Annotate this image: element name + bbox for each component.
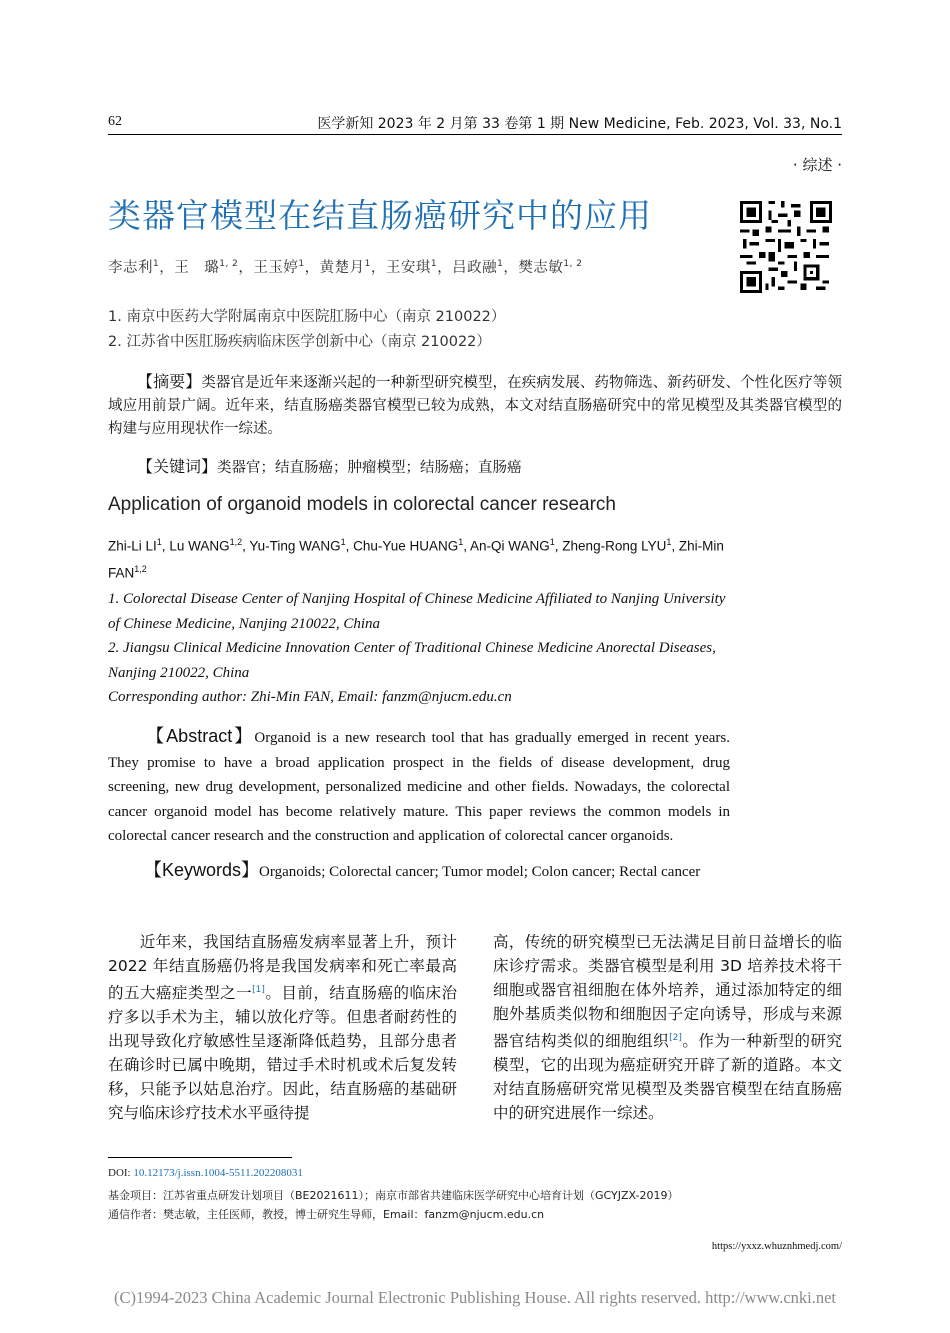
author-affiliation-marker: 1 bbox=[298, 259, 305, 270]
abstract-cn bbox=[108, 370, 842, 441]
citation-link[interactable]: [2] bbox=[669, 1033, 682, 1043]
author-affiliation-marker: 1 bbox=[458, 537, 464, 547]
section-tag: · 综述 · bbox=[792, 156, 842, 174]
journal-url[interactable]: https://yxxz.whuznhmedj.com/ bbox=[711, 1241, 842, 1252]
author-affiliation-marker: 1,2 bbox=[229, 537, 243, 547]
author-affiliation-marker: 1 bbox=[340, 537, 346, 547]
author-affiliation-marker: 1 bbox=[156, 537, 162, 547]
abstract-en-label: 【Abstract】 bbox=[144, 726, 255, 746]
affiliation-en-2: 2. Jiangsu Clinical Medicine Innovation Center of Traditional Chinese Medicine Anorectal Diseases, Nanjing 210022, China bbox=[108, 640, 716, 681]
abstract-en bbox=[108, 724, 730, 849]
author-affiliation-marker: 1, 2 bbox=[219, 259, 239, 270]
body-column-left bbox=[108, 930, 457, 1125]
doi-line bbox=[108, 1167, 303, 1179]
body-text: 高，传统的研究模型已无法满足目前日益增长的临床诊疗需求。类器官模型是利用 3D 培养技术将干细胞或器官祖细胞在体外培养，通过添加特定的细胞外基质类似物和细胞因子定向诱导，形成与来源器官结构类似的细胞组织 bbox=[493, 933, 842, 1051]
qr-code-icon bbox=[740, 201, 832, 293]
journal-header: 医学新知 2023 年 2 月第 33 卷第 1 期 New Medicine, Feb. 2023, Vol. 33, No.1 bbox=[317, 116, 842, 132]
doi-label: DOI: bbox=[108, 1167, 134, 1179]
article-title-cn: 类器官模型在结直肠癌研究中的应用 bbox=[108, 196, 652, 235]
keywords-en-label: 【Keywords】 bbox=[144, 860, 260, 880]
author-name-cn: 吕政融 bbox=[452, 260, 498, 276]
abstract-cn-label: 【摘要】 bbox=[137, 372, 202, 391]
header-rule bbox=[108, 134, 842, 135]
body-text: 近年来，我国结直肠癌发病率显著上升，预计 2022 年结直肠癌仍将是我国发病率和死亡率最高的五大癌症类型之一 bbox=[108, 933, 457, 1003]
author-affiliation-marker: 1 bbox=[430, 259, 438, 270]
author-affiliation-marker: 1 bbox=[497, 259, 504, 270]
doi-link[interactable]: 10.12173/j.issn.1004-5511.202208031 bbox=[133, 1167, 303, 1179]
body-text: 。作为一种新型的研究模型，它的出现为癌症研究开辟了新的道路。本文对结直肠癌研究常见模型及类器官模型在结直肠癌中的研究进展作一综述。 bbox=[493, 1032, 842, 1123]
author-affiliation-marker: 1 bbox=[666, 537, 672, 547]
author-name-en: Yu-Ting WANG bbox=[249, 538, 341, 554]
footnote-rule bbox=[108, 1157, 292, 1158]
author-name-cn: 李志利 bbox=[108, 260, 153, 276]
authors-cn: 李志利$^1$，王 璐$^{1, 2}$，王玉婷$^1$，黄楚月$^1$，王安琪$^1$，吕政融$^1$，樊志敏$^{1, 2}$ bbox=[108, 259, 583, 276]
correspondence-note: 通信作者：樊志敏，主任医师，教授，博士研究生导师，Email：fanzm@njucm.edu.cn bbox=[108, 1208, 545, 1221]
body-text: 。目前，结直肠癌的临床治疗多以手术为主，辅以放化疗等。但患者耐药性的出现导致化疗敏感性呈逐渐降低趋势，且部分患者在确诊时已属中晚期，错过手术时机或术后复发转移，只能予以姑息治疗。因此，结直肠癌的基础研究与临床诊疗技术水平亟待提 bbox=[108, 984, 457, 1123]
author-affiliation-marker: 1 bbox=[549, 537, 555, 547]
corresponding-author-en: Corresponding author: Zhi-Min FAN, Email: fanzm@njucm.edu.cn bbox=[108, 689, 512, 705]
author-affiliation-marker: 1, 2 bbox=[563, 259, 583, 270]
funding-note: 基金项目：江苏省重点研发计划项目（BE2021611）；南京市部省共建临床医学研究中心培育计划（GCYJZX-2019） bbox=[108, 1189, 679, 1202]
author-affiliation-marker: 1 bbox=[153, 259, 160, 270]
keywords-cn bbox=[108, 455, 842, 480]
author-name-en: Lu WANG bbox=[169, 538, 230, 554]
keywords-cn-text: 类器官；结直肠癌；肿瘤模型；结肠癌；直肠癌 bbox=[217, 460, 522, 476]
author-name-en: Zhi-Min FAN bbox=[108, 538, 724, 580]
abstract-cn-text: 类器官是近年来逐渐兴起的一种新型研究模型，在疾病发展、药物筛选、新药研发、个性化医疗等领域应用前景广阔。近年来，结直肠癌类器官模型已较为成熟，本文对结直肠癌研究中的常见模型及其类器官模型的构建与应用现状作一综述。 bbox=[108, 375, 842, 437]
author-name-en: Zhi-Li LI bbox=[108, 538, 157, 554]
author-affiliation-marker: 1,2 bbox=[134, 563, 147, 574]
abstract-en-text: Organoid is a new research tool that has gradually emerged in recent years. They promise to have a broad application prospect in the fields of disease development, drug screening, new drug development, personalized medicine and other fields. Nowadays, the colorectal cancer organoid model has become relatively mature. This paper reviews the common models in colorectal cancer research and the construction and application of colorectal cancer organoids. bbox=[108, 730, 730, 844]
author-name-cn: 王玉婷 bbox=[253, 260, 299, 276]
author-name-cn: 樊志敏 bbox=[518, 260, 564, 276]
affiliation-cn-1: 1. 南京中医药大学附属南京中医院肛肠中心（南京 210022） bbox=[108, 309, 506, 325]
author-name-en: Zheng-Rong LYU bbox=[562, 538, 667, 554]
author-name-en: An-Qi WANG bbox=[470, 538, 550, 554]
author-name-en: Chu-Yue HUANG bbox=[353, 538, 459, 554]
keywords-en bbox=[108, 858, 730, 885]
author-name-cn: 黄楚月 bbox=[319, 260, 365, 276]
copyright-notice: (C)1994-2023 China Academic Journal Electronic Publishing House. All rights reserved. http://www.cnki.net bbox=[113, 1288, 837, 1307]
author-affiliation-marker: 1 bbox=[364, 259, 371, 270]
citation-link[interactable]: [1] bbox=[252, 985, 265, 995]
authors-en: Zhi-Li $LI^1$, Lu WANG$^{1,2}$, Yu-Ting WANG$^1$, Chu-Yue HUANG$^1$, An-Qi WANG$^1$, Zheng-Rong LYU$^1$, Zhi-Min FAN$^{1,2}$ bbox=[108, 537, 724, 580]
article-title-en: Application of organoid models in colorectal cancer research bbox=[108, 494, 616, 515]
author-name-cn: 王 璐 bbox=[174, 260, 220, 276]
page-number: 62 bbox=[108, 114, 122, 129]
keywords-en-text: Organoids; Colorectal cancer; Tumor model; Colon cancer; Rectal cancer bbox=[259, 864, 701, 880]
body-column-right bbox=[493, 930, 842, 1125]
author-name-cn: 王安琪 bbox=[385, 260, 431, 276]
keywords-cn-label: 【关键词】 bbox=[137, 457, 218, 476]
affiliation-cn-2: 2. 江苏省中医肛肠疾病临床医学创新中心（南京 210022） bbox=[108, 334, 491, 350]
affiliation-en-1: 1. Colorectal Disease Center of Nanjing Hospital of Chinese Medicine Affiliated to Nanjing University of Chinese Medicine, Nanjing 210022, China bbox=[108, 591, 726, 632]
